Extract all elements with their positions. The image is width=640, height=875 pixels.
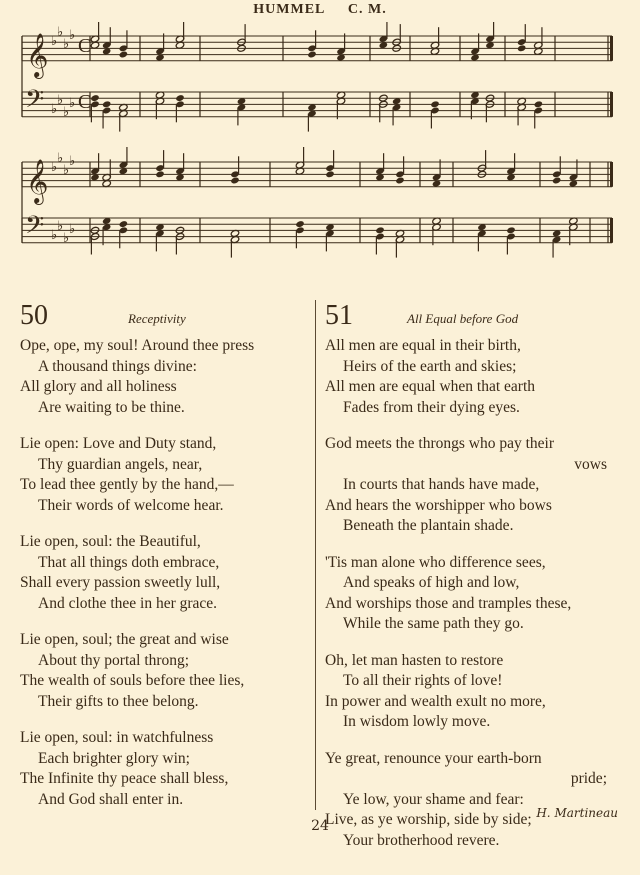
verse-line: All men are equal in their birth, — [325, 337, 521, 354]
hymn-title: Receptivity — [128, 311, 186, 326]
verse-line: To lead thee gently by the hand,— — [20, 476, 234, 493]
treble-clef: 𝄞 — [26, 32, 49, 77]
verse-line: In power and wealth exult no more, — [325, 692, 546, 710]
verse-line: God meets the throngs who pay their — [325, 435, 555, 452]
stanza — [20, 728, 312, 810]
verse-line: And speaks of high and low, — [343, 574, 520, 591]
verse-line: pride; — [570, 770, 607, 787]
notehead — [295, 220, 304, 228]
verse-line: About thy portal throng; — [38, 651, 190, 669]
flat-sign: ♭ — [57, 151, 64, 166]
verse-line: That all things doth embrace, — [38, 553, 220, 571]
verse-line: And hears the worshipper who bows — [325, 496, 552, 514]
verse-line: The wealth of souls before thee lies, — [20, 672, 245, 689]
bass-clef: 𝄢 — [25, 211, 45, 246]
flat-sign: ♭ — [51, 228, 58, 243]
stanza — [325, 749, 625, 852]
notehead — [534, 100, 543, 108]
hymn-title: All Equal before God — [407, 311, 519, 326]
flat-sign: ♭ — [63, 231, 70, 246]
verse-line: A thousand things divine: — [38, 357, 197, 375]
stanza — [20, 532, 312, 614]
stanza — [325, 651, 625, 733]
stanza — [20, 434, 312, 516]
verse-line: And God shall enter in. — [38, 790, 184, 808]
final-barline — [610, 218, 613, 243]
notehead — [175, 94, 184, 102]
verse-line: Lie open, soul: in watchfulness — [20, 729, 214, 746]
tune-name: HUMMEL — [253, 2, 326, 17]
flat-sign: ♭ — [51, 34, 58, 49]
hymn-number: 50 — [20, 300, 48, 331]
verse-line: All glory and all holiness — [20, 378, 177, 395]
flat-sign: ♭ — [69, 96, 76, 111]
notehead — [395, 177, 404, 185]
stanza — [20, 630, 312, 712]
music-score — [0, 22, 640, 284]
final-barline — [610, 162, 613, 187]
notehead — [102, 100, 111, 108]
verse-line: Lie open, soul; the great and wise — [20, 631, 229, 648]
verse-line: Ope, ope, my soul! Around thee press — [20, 337, 255, 354]
notehead — [307, 51, 316, 59]
verse-line: In wisdom lowly move. — [343, 713, 491, 730]
notehead — [375, 226, 384, 234]
verse-line: vows — [574, 455, 607, 473]
verse-line: Lie open, soul: the Beautiful, — [20, 533, 201, 550]
flat-sign: ♭ — [51, 102, 58, 117]
hymn-50 — [20, 300, 312, 826]
verse-line: Oh, let man hasten to restore — [325, 651, 504, 669]
flat-sign: ♭ — [57, 25, 64, 40]
verse-line: Thy guardian angels, near, — [38, 455, 203, 473]
final-barline — [610, 36, 613, 61]
flat-sign: ♭ — [69, 28, 76, 43]
verse-line: Your brotherhood revere. — [343, 831, 500, 849]
stanza — [325, 336, 625, 418]
final-barline — [610, 92, 613, 117]
verse-line: To all their rights of love! — [343, 672, 503, 689]
hymn-51 — [325, 300, 625, 867]
flat-sign: ♭ — [63, 37, 70, 52]
time-signature: C — [78, 35, 92, 57]
notehead — [517, 44, 526, 52]
verse-line: All men are equal when that earth — [325, 378, 536, 395]
verse-line: Heirs of the earth and skies; — [343, 357, 517, 375]
verse-line: Beneath the plantain shade. — [343, 517, 514, 534]
notehead — [90, 94, 99, 102]
verse-line: And worships those and tramples these, — [325, 594, 572, 612]
stanza — [20, 336, 312, 418]
tune-meter: C. M. — [347, 2, 387, 17]
verse-line: Shall every passion sweetly lull, — [20, 574, 221, 591]
verse-line: And clothe thee in her grace. — [38, 594, 218, 612]
verse-line: Live, as ye worship, side by side; — [325, 811, 532, 828]
verse-line: In courts that hands have made, — [343, 476, 540, 493]
notehead — [230, 177, 239, 185]
verse-line: Lie open: Love and Duty stand, — [20, 435, 217, 452]
flat-sign: ♭ — [69, 154, 76, 169]
hymn-number: 51 — [325, 300, 353, 331]
page-number: 24 — [311, 818, 329, 834]
verse-line: Ye great, renounce your earth-born — [325, 749, 542, 767]
verse-line: Their gifts to thee belong. — [38, 692, 199, 710]
flat-sign: ♭ — [63, 163, 70, 178]
flat-sign: ♭ — [57, 219, 64, 234]
verse-line: 'Tis man alone who difference sees, — [325, 553, 546, 571]
treble-clef: 𝄞 — [26, 158, 49, 203]
notehead — [119, 220, 128, 228]
verse-line: The Infinite thy peace shall bless, — [20, 770, 229, 787]
flat-sign: ♭ — [69, 222, 76, 237]
flat-sign: ♭ — [57, 93, 64, 108]
flat-sign: ♭ — [51, 160, 58, 175]
stanza — [325, 434, 625, 537]
flat-sign: ♭ — [63, 105, 70, 120]
verse-line: Fades from their dying eyes. — [343, 398, 520, 416]
notehead — [155, 170, 164, 178]
notehead — [430, 100, 439, 108]
notehead — [506, 226, 515, 234]
verse-line: Are waiting to be thine. — [38, 398, 185, 416]
bass-clef: 𝄢 — [25, 85, 45, 120]
tune-header — [0, 2, 640, 18]
verse-line: Each brighter glory win; — [38, 749, 190, 767]
stanza — [325, 553, 625, 635]
author-attribution: H. Martineau — [536, 806, 618, 820]
notehead — [119, 51, 128, 59]
column-divider — [315, 300, 316, 810]
verse-line: Ye low, your shame and fear: — [343, 790, 524, 808]
verse-line: While the same path they go. — [343, 615, 524, 632]
time-signature: C — [78, 91, 92, 113]
verse-line: Their words of welcome hear. — [38, 496, 224, 514]
notehead — [325, 170, 334, 178]
notehead — [552, 177, 561, 185]
